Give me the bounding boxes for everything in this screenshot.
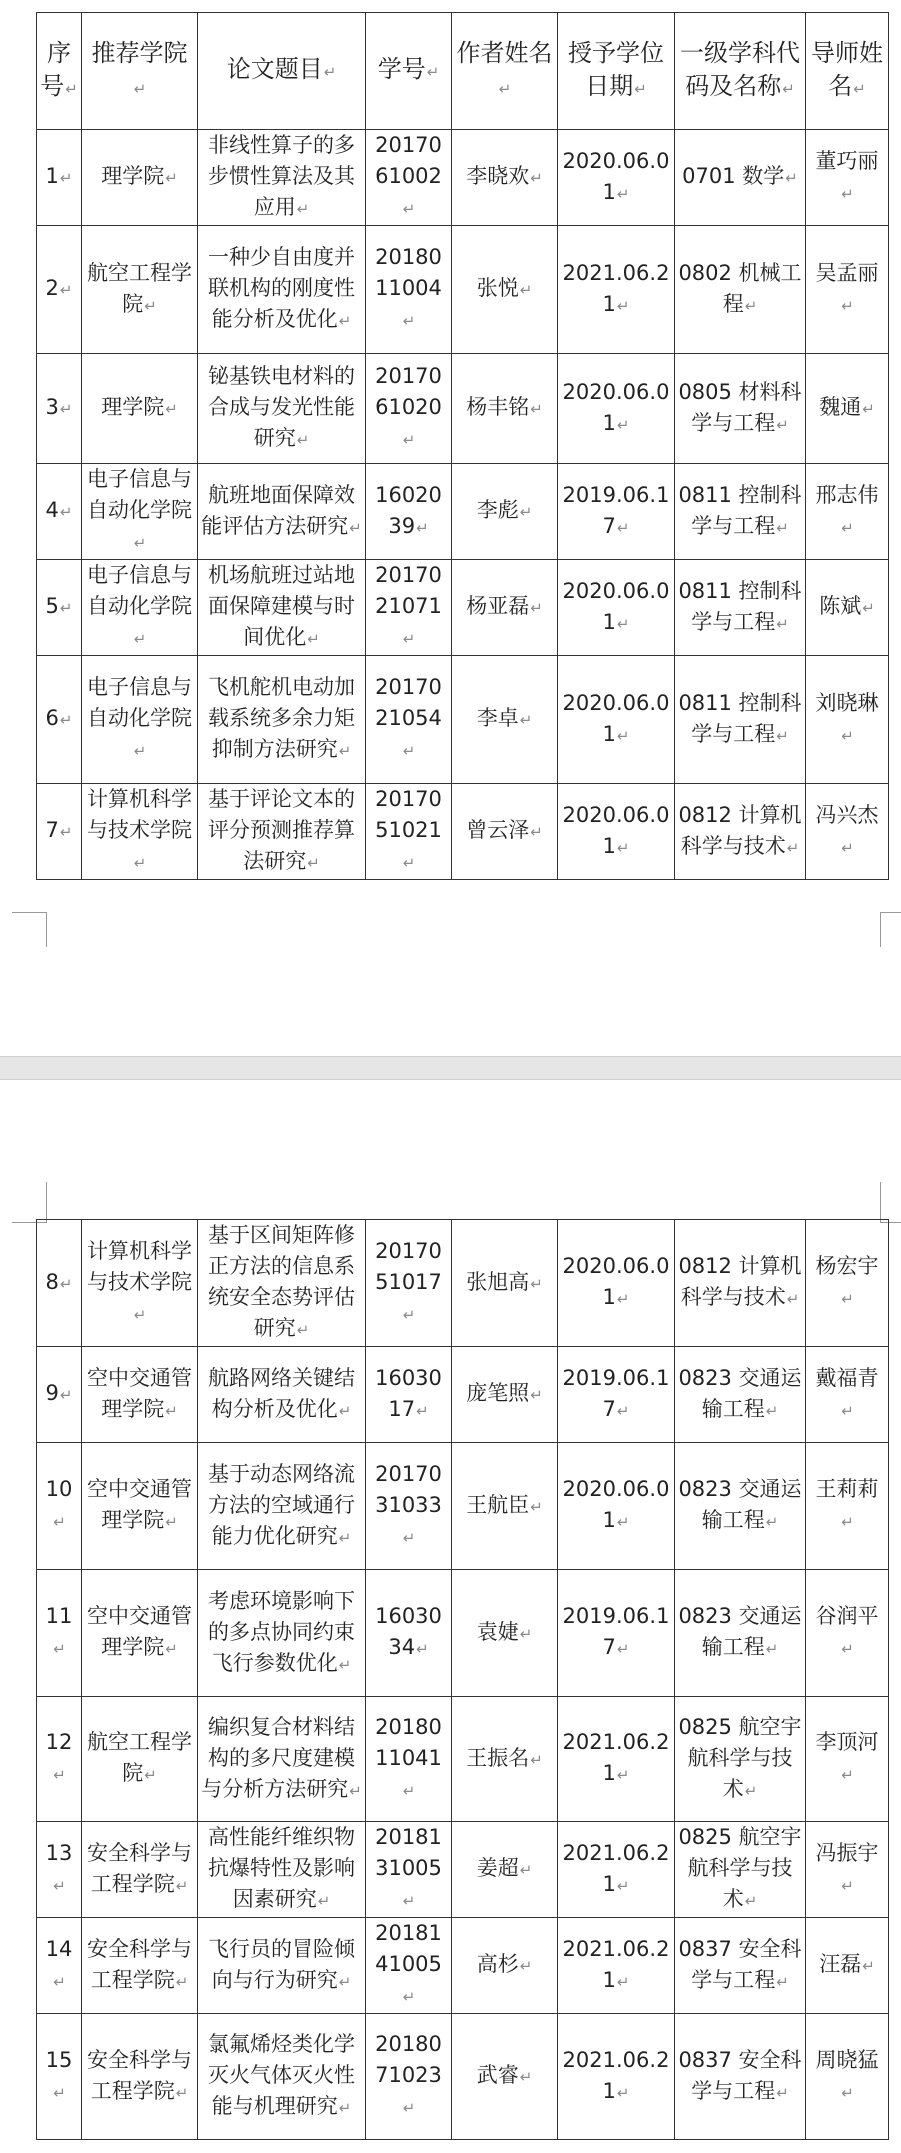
cell-no: 10↵ [37,1443,82,1570]
cell-subject: 0825 航空宇航科学与技术↵ [675,1697,806,1822]
cell-date: 2020.06.01↵ [558,560,675,656]
table-row [37,2014,889,2140]
header-author: 作者姓名↵ [452,13,558,130]
cell-title: 一种少自由度并联机构的刚度性能分析及优化↵ [198,226,366,354]
cell-title: 铋基铁电材料的合成与发光性能研究↵ [198,354,366,464]
table-row [37,784,889,880]
cell-advisor: 董巧丽↵ [806,130,889,226]
cell-subject: 0812 计算机科学与技术↵ [675,1220,806,1347]
cell-college: 电子信息与自动化学院↵ [82,464,198,560]
cell-no: 9↵ [37,1347,82,1443]
cell-date: 2020.06.01↵ [558,656,675,784]
cell-no: 5↵ [37,560,82,656]
cell-author: 张悦↵ [452,226,558,354]
table-row [37,1918,889,2014]
cell-college: 安全科学与工程学院↵ [82,1918,198,2014]
cell-advisor: 戴福青↵ [806,1347,889,1443]
cell-no: 15↵ [37,2014,82,2140]
cell-title: 飞行员的冒险倾向与行为研究↵ [198,1918,366,2014]
table-row [37,1822,889,1918]
table-row [37,464,889,560]
cell-subject: 0812 计算机科学与技术↵ [675,784,806,880]
cell-author: 杨丰铭↵ [452,354,558,464]
table-row [37,1697,889,1822]
cell-advisor: 周晓猛↵ [806,2014,889,2140]
cell-advisor: 谷润平↵ [806,1570,889,1697]
header-college: 推荐学院↵ [82,13,198,130]
cell-advisor: 冯振宇↵ [806,1822,889,1918]
cell-subject: 0823 交通运输工程↵ [675,1347,806,1443]
cell-subject: 0825 航空宇航科学与技术↵ [675,1822,806,1918]
cell-date: 2019.06.17↵ [558,1347,675,1443]
cell-date: 2021.06.21↵ [558,1822,675,1918]
header-date: 授予学位日期↵ [558,13,675,130]
table-row [37,560,889,656]
cell-student-id: 2018011004↵ [366,226,452,354]
cell-date: 2019.06.17↵ [558,1570,675,1697]
cell-date: 2019.06.17↵ [558,464,675,560]
cell-advisor: 李顶河↵ [806,1697,889,1822]
cell-subject: 0811 控制科学与工程↵ [675,656,806,784]
cell-title: 基于区间矩阵修正方法的信息系统安全态势评估研究↵ [198,1220,366,1347]
cell-advisor: 王莉莉↵ [806,1443,889,1570]
cell-no: 3↵ [37,354,82,464]
header-title: 论文题目↵ [198,13,366,130]
document-page-1 [0,0,901,1056]
cell-title: 考虑环境影响下的多点协同约束飞行参数优化↵ [198,1570,366,1697]
cell-college: 安全科学与工程学院↵ [82,2014,198,2140]
cell-college: 空中交通管理学院↵ [82,1443,198,1570]
cell-advisor: 汪磊↵ [806,1918,889,2014]
cell-student-id: 2017021071↵ [366,560,452,656]
cell-no: 8↵ [37,1220,82,1347]
cell-author: 庞笔照↵ [452,1347,558,1443]
table-row [37,1570,889,1697]
cell-author: 高杉↵ [452,1918,558,2014]
cell-no: 6↵ [37,656,82,784]
cell-date: 2020.06.01↵ [558,1220,675,1347]
cell-author: 李晓欢↵ [452,130,558,226]
cell-subject: 0837 安全科学与工程↵ [675,1918,806,2014]
cell-title: 基于动态网络流方法的空域通行能力优化研究↵ [198,1443,366,1570]
table-row [37,1347,889,1443]
cell-student-id: 2018131005↵ [366,1822,452,1918]
page-corner-mark [880,1182,901,1223]
cell-subject: 0701 数学↵ [675,130,806,226]
cell-subject: 0811 控制科学与工程↵ [675,560,806,656]
cell-no: 13↵ [37,1822,82,1918]
cell-title: 飞机舵机电动加载系统多余力矩抑制方法研究↵ [198,656,366,784]
table-row [37,1443,889,1570]
cell-student-id: 1603017↵ [366,1347,452,1443]
table-row [37,130,889,226]
cell-date: 2020.06.01↵ [558,354,675,464]
table-header-row [37,13,889,130]
cell-title: 非线性算子的多步惯性算法及其应用↵ [198,130,366,226]
cell-college: 计算机科学与技术学院↵ [82,1220,198,1347]
cell-student-id: 2017021054↵ [366,656,452,784]
cell-college: 电子信息与自动化学院↵ [82,560,198,656]
cell-date: 2021.06.21↵ [558,1697,675,1822]
cell-college: 安全科学与工程学院↵ [82,1822,198,1918]
cell-no: 4↵ [37,464,82,560]
cell-author: 袁婕↵ [452,1570,558,1697]
cell-subject: 0811 控制科学与工程↵ [675,464,806,560]
cell-author: 李卓↵ [452,656,558,784]
cell-author: 姜超↵ [452,1822,558,1918]
cell-date: 2021.06.21↵ [558,1918,675,2014]
cell-student-id: 2017051021↵ [366,784,452,880]
cell-author: 杨亚磊↵ [452,560,558,656]
cell-title: 基于评论文本的评分预测推荐算法研究↵ [198,784,366,880]
page-corner-mark [12,1182,47,1223]
cell-student-id: 2017051017↵ [366,1220,452,1347]
cell-subject: 0805 材料科学与工程↵ [675,354,806,464]
cell-subject: 0823 交通运输工程↵ [675,1443,806,1570]
cell-author: 王航臣↵ [452,1443,558,1570]
header-subject: 一级学科代码及名称↵ [675,13,806,130]
cell-title: 航班地面保障效能评估方法研究↵ [198,464,366,560]
cell-advisor: 陈斌↵ [806,560,889,656]
cell-college: 空中交通管理学院↵ [82,1347,198,1443]
cell-no: 2↵ [37,226,82,354]
table-row [37,226,889,354]
cell-student-id: 1602039↵ [366,464,452,560]
table-row [37,656,889,784]
cell-no: 1↵ [37,130,82,226]
cell-student-id: 2018071023↵ [366,2014,452,2140]
cell-subject: 0823 交通运输工程↵ [675,1570,806,1697]
cell-title: 机场航班过站地面保障建模与时间优化↵ [198,560,366,656]
cell-student-id: 2017031033↵ [366,1443,452,1570]
cell-advisor: 杨宏宇↵ [806,1220,889,1347]
cell-student-id: 2018141005↵ [366,1918,452,2014]
cell-no: 14↵ [37,1918,82,2014]
cell-date: 2021.06.21↵ [558,226,675,354]
cell-title: 编织复合材料结构的多尺度建模与分析方法研究↵ [198,1697,366,1822]
header-student-id: 学号↵ [366,13,452,130]
page-corner-mark [880,912,901,947]
cell-date: 2020.06.01↵ [558,130,675,226]
cell-author: 曾云泽↵ [452,784,558,880]
cell-date: 2020.06.01↵ [558,1443,675,1570]
cell-college: 电子信息与自动化学院↵ [82,656,198,784]
table-row [37,1220,889,1347]
header-advisor: 导师姓名↵ [806,13,889,130]
cell-college: 理学院↵ [82,354,198,464]
cell-author: 李彪↵ [452,464,558,560]
cell-student-id: 2018011041↵ [366,1697,452,1822]
cell-no: 12↵ [37,1697,82,1822]
thesis-table-page-1 [36,12,889,880]
cell-advisor: 刘晓琳↵ [806,656,889,784]
cell-advisor: 冯兴杰↵ [806,784,889,880]
cell-student-id: 2017061020↵ [366,354,452,464]
cell-subject: 0802 机械工程↵ [675,226,806,354]
cell-advisor: 吴孟丽↵ [806,226,889,354]
cell-title: 高性能纤维织物抗爆特性及影响因素研究↵ [198,1822,366,1918]
cell-date: 2021.06.21↵ [558,2014,675,2140]
cell-student-id: 1603034↵ [366,1570,452,1697]
cell-college: 航空工程学院↵ [82,226,198,354]
page-corner-mark [12,912,47,947]
cell-college: 航空工程学院↵ [82,1697,198,1822]
cell-author: 武睿↵ [452,2014,558,2140]
cell-college: 理学院↵ [82,130,198,226]
cell-title: 氯氟烯烃类化学灭火气体灭火性能与机理研究↵ [198,2014,366,2140]
cell-college: 计算机科学与技术学院↵ [82,784,198,880]
table-row [37,354,889,464]
cell-no: 7↵ [37,784,82,880]
cell-author: 张旭高↵ [452,1220,558,1347]
page-separator [0,1056,901,1080]
cell-advisor: 邢志伟↵ [806,464,889,560]
cell-date: 2020.06.01↵ [558,784,675,880]
cell-student-id: 2017061002↵ [366,130,452,226]
cell-advisor: 魏通↵ [806,354,889,464]
cell-subject: 0837 安全科学与工程↵ [675,2014,806,2140]
cell-title: 航路网络关键结构分析及优化↵ [198,1347,366,1443]
cell-college: 空中交通管理学院↵ [82,1570,198,1697]
cell-no: 11↵ [37,1570,82,1697]
cell-author: 王振名↵ [452,1697,558,1822]
thesis-table-page-2 [36,1219,889,2140]
header-no: 序号↵ [37,13,82,130]
